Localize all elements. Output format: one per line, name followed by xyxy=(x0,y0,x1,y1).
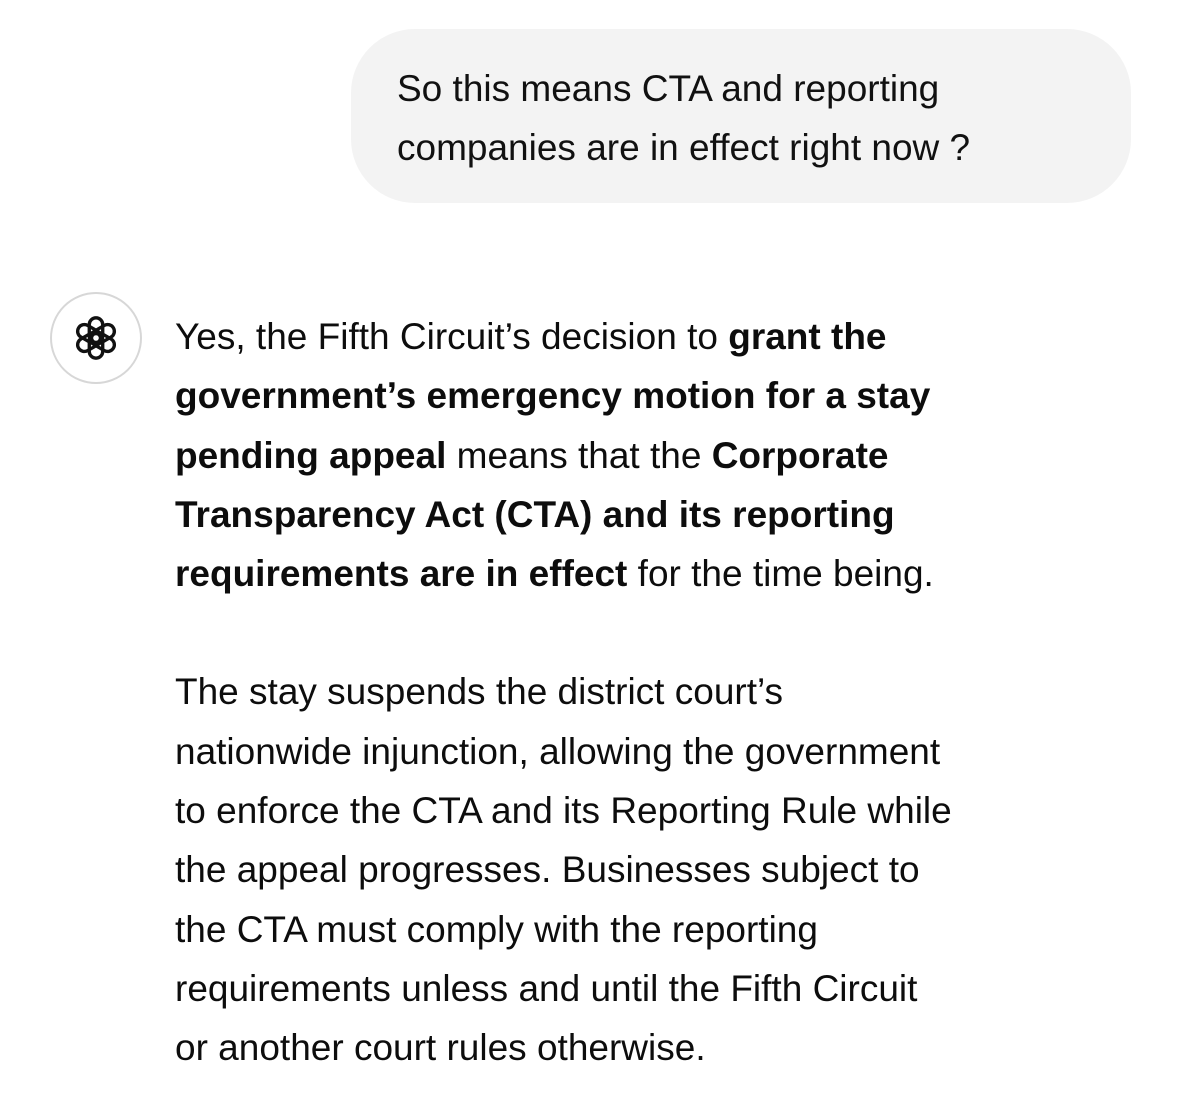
assistant-line xyxy=(175,544,1115,603)
bold-text-run: Corporate xyxy=(711,434,889,476)
user-message-line: So this means CTA and reporting xyxy=(397,68,940,109)
assistant-line xyxy=(175,485,1115,544)
assistant-line: to enforce the CTA and its Reporting Rule while xyxy=(175,790,952,832)
assistant-line: the CTA must comply with the reporting xyxy=(175,908,818,950)
assistant-line: requirements unless and until the Fifth Circuit xyxy=(175,967,918,1009)
bold-text-run: requirements are in effect xyxy=(175,553,628,595)
bold-text-run: grant the xyxy=(728,316,887,357)
bold-text-run: pending appeal xyxy=(175,434,447,476)
bold-text-run: government’s emergency motion for a stay xyxy=(175,375,931,417)
assistant-line xyxy=(175,366,1115,425)
assistant-paragraph-2 xyxy=(175,662,1115,1077)
bold-text-run: Transparency Act (CTA) and its reporting xyxy=(175,493,895,535)
text-run: means that the xyxy=(446,434,712,476)
assistant-line: The stay suspends the district court’s xyxy=(175,671,784,713)
assistant-message xyxy=(175,307,1115,1078)
assistant-line xyxy=(175,426,1115,485)
assistant-line: nationwide injunction, allowing the government xyxy=(175,730,941,772)
assistant-paragraph-1 xyxy=(175,307,1115,603)
user-message-line: companies are in effect right now ? xyxy=(397,127,971,168)
text-run: for the time being. xyxy=(627,553,934,595)
assistant-line xyxy=(175,307,1115,366)
assistant-line: the appeal progresses. Businesses subject to xyxy=(175,849,920,891)
text-run: Yes, the Fifth Circuit’s decision to xyxy=(175,316,729,357)
user-message-bubble xyxy=(351,29,1131,203)
assistant-line: or another court rules otherwise. xyxy=(175,1027,706,1069)
chatgpt-logo-icon xyxy=(50,292,142,384)
